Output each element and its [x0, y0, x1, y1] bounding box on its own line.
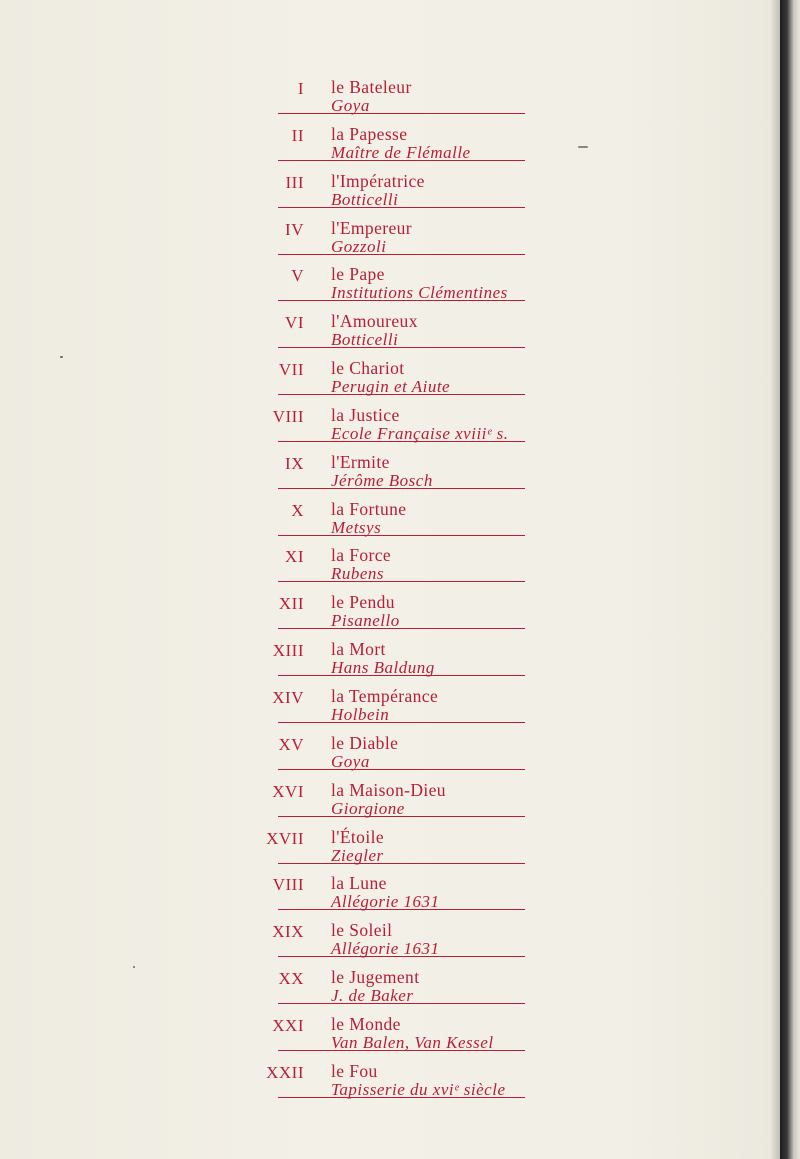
plate-numeral: XIX	[272, 922, 304, 942]
plate-underline	[278, 1003, 525, 1004]
plate-title: la Maison-Dieu	[331, 779, 446, 800]
plate-artist: Perugin et Aiute	[331, 377, 451, 397]
plate-entry	[0, 966, 778, 1013]
plate-entry	[0, 919, 778, 966]
plate-title: le Chariot	[331, 358, 405, 379]
plate-numeral: I	[297, 79, 304, 98]
plate-underline	[278, 254, 525, 255]
plate-numeral: VIII	[272, 875, 304, 895]
plate-artist: Rubens	[331, 564, 385, 584]
plate-title: la Force	[331, 545, 392, 566]
plate-title: le Fou	[331, 1060, 378, 1081]
plate-title: le Pape	[331, 264, 385, 285]
plate-underline	[278, 113, 525, 114]
plate-underline	[278, 675, 525, 676]
plate-numeral: XIII	[272, 641, 304, 661]
plate-entry	[0, 404, 778, 451]
plate-artist: Goya	[331, 751, 370, 771]
plate-entry	[0, 76, 778, 123]
plate-underline	[278, 207, 525, 208]
plate-title: la Justice	[331, 404, 400, 425]
plate-entry	[0, 217, 778, 264]
plate-underline	[278, 863, 525, 864]
plate-underline	[278, 441, 525, 442]
plate-entry	[0, 591, 778, 638]
plate-numeral: IX	[285, 453, 304, 473]
plate-entry	[0, 732, 778, 779]
plate-artist: Institutions Clémentines	[331, 283, 508, 303]
plate-underline	[278, 769, 525, 770]
plate-numeral: X	[291, 500, 304, 520]
plate-entry	[0, 263, 778, 310]
plate-title: le Monde	[331, 1013, 401, 1034]
plate-numeral: II	[291, 125, 304, 145]
plate-entry	[0, 357, 778, 404]
plate-underline	[278, 347, 525, 348]
plate-underline	[278, 722, 525, 723]
plate-title: l'Impératrice	[331, 170, 425, 191]
plate-title: l'Amoureux	[331, 311, 418, 332]
plate-title: la Fortune	[331, 498, 407, 519]
plate-artist: Pisanello	[331, 611, 400, 631]
plate-artist: Ziegler	[331, 845, 384, 865]
plate-title: l'Étoile	[331, 826, 385, 847]
plate-entry	[0, 498, 778, 545]
plate-title: la Tempérance	[331, 685, 439, 706]
plate-underline	[278, 581, 525, 582]
plate-artist: Holbein	[331, 704, 390, 724]
plate-underline	[278, 488, 525, 489]
plate-numeral: XI	[285, 547, 304, 567]
plate-entry	[0, 451, 778, 498]
plate-entry	[0, 779, 778, 826]
plate-entry	[0, 826, 778, 873]
plate-list	[0, 76, 778, 1107]
plate-artist: Botticelli	[331, 330, 399, 350]
plate-underline	[278, 1097, 525, 1098]
plate-underline	[278, 956, 525, 957]
plate-title: l'Empereur	[331, 217, 413, 238]
plate-numeral: XIV	[272, 687, 304, 707]
plate-artist: Jérôme Bosch	[331, 470, 433, 490]
plate-underline	[278, 535, 525, 536]
plate-underline	[278, 1050, 525, 1051]
plate-entry	[0, 170, 778, 217]
plate-entry	[0, 872, 778, 919]
plate-numeral: XXI	[272, 1015, 304, 1035]
plate-title: l'Ermite	[331, 451, 390, 472]
plate-entry	[0, 544, 778, 591]
plate-underline	[278, 394, 525, 395]
plate-artist: Botticelli	[331, 189, 399, 209]
plate-artist: Tapisserie du xviᵉ siècle	[331, 1079, 506, 1099]
plate-artist: Allégorie 1631	[331, 892, 440, 912]
plate-entry	[0, 1013, 778, 1060]
plate-entry	[0, 685, 778, 732]
plate-numeral: XII	[278, 594, 304, 614]
plate-numeral: XVI	[272, 781, 304, 801]
plate-numeral: VIII	[272, 406, 304, 426]
plate-artist: Gozzoli	[331, 236, 387, 256]
plate-title: la Lune	[331, 873, 387, 894]
plate-artist: Ecole Française xviiiᵉ s.	[331, 423, 509, 443]
plate-numeral: IV	[285, 219, 304, 239]
plate-artist: Allégorie 1631	[331, 939, 440, 959]
plate-title: le Soleil	[331, 920, 393, 941]
plate-numeral: VII	[278, 360, 304, 380]
plate-title: le Bateleur	[331, 77, 412, 97]
plate-artist: Van Balen, Van Kessel	[331, 1032, 494, 1052]
plate-underline	[278, 628, 525, 629]
plate-numeral: XXII	[266, 1062, 304, 1082]
plate-title: la Mort	[331, 639, 386, 660]
plate-numeral: XVII	[266, 828, 304, 848]
plate-artist: Maître de Flémalle	[331, 142, 471, 162]
plate-numeral: III	[285, 172, 304, 192]
plate-underline	[278, 300, 525, 301]
plate-title: le Pendu	[331, 592, 395, 613]
plate-numeral: VI	[285, 313, 304, 333]
plate-title: le Jugement	[331, 967, 420, 988]
plate-entry	[0, 123, 778, 170]
plate-numeral: XX	[278, 969, 304, 989]
plate-numeral: V	[291, 266, 304, 286]
plate-entry	[0, 1060, 778, 1107]
plate-entry	[0, 310, 778, 357]
plate-artist: Hans Baldung	[331, 658, 435, 678]
plate-title: le Diable	[331, 732, 399, 753]
plate-underline	[278, 816, 525, 817]
plate-artist: Giorgione	[331, 798, 405, 818]
plate-entry	[0, 638, 778, 685]
book-spine	[780, 0, 800, 1159]
spine-shadow	[770, 0, 780, 1159]
plate-artist: J. de Baker	[331, 986, 414, 1006]
plate-title: la Papesse	[331, 123, 408, 144]
plate-numeral: XV	[278, 734, 304, 754]
plate-artist: Metsys	[331, 517, 382, 537]
plate-artist: Goya	[331, 96, 370, 115]
plate-underline	[278, 909, 525, 910]
plate-underline	[278, 160, 525, 161]
